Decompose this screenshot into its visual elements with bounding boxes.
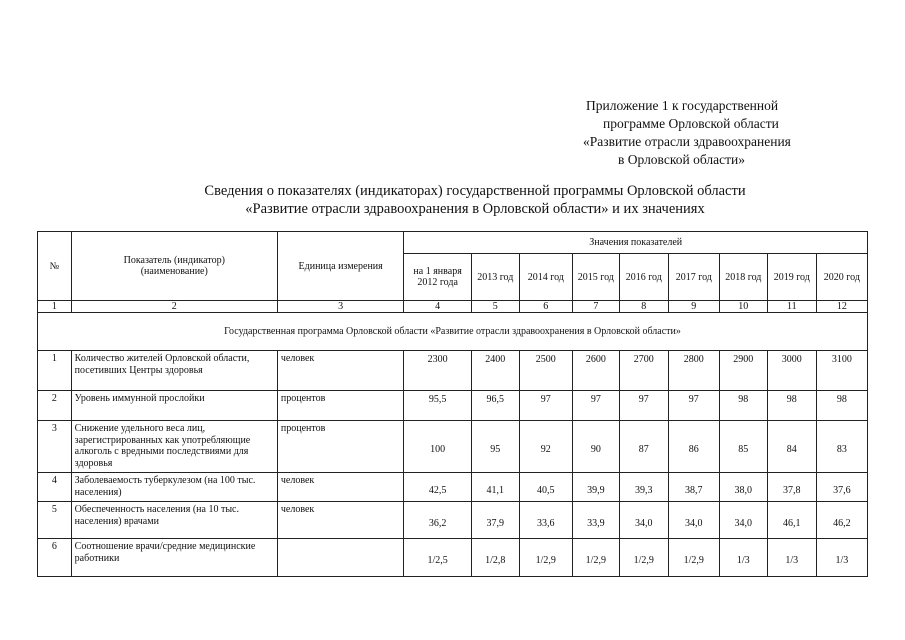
- table-row: [38, 473, 868, 502]
- column-number: 8: [619, 301, 668, 313]
- value-cell: 85: [719, 421, 767, 473]
- header-period: 2017 год: [668, 254, 719, 301]
- value-cell: 34,0: [619, 502, 668, 539]
- indicator-name: Соотношение врачи/средние медицинские работники: [71, 539, 277, 577]
- appendix-note: [583, 97, 833, 169]
- row-number: 3: [38, 421, 72, 473]
- value-cell: 46,1: [767, 502, 816, 539]
- value-cell: 37,8: [767, 473, 816, 502]
- value-cell: 38,7: [668, 473, 719, 502]
- header-row-1: [38, 232, 868, 254]
- section-title: Государственная программа Орловской области «Развитие отрасли здравоохранения в Орловской области»: [38, 313, 868, 351]
- column-number: 2: [71, 301, 277, 313]
- indicator-name: Обеспеченность населения (на 10 тыс. населения) врачами: [71, 502, 277, 539]
- row-number: 1: [38, 351, 72, 391]
- value-cell: 84: [767, 421, 816, 473]
- value-cell: 3000: [767, 351, 816, 391]
- value-cell: 97: [619, 391, 668, 421]
- value-cell: 98: [816, 391, 867, 421]
- value-cell: 98: [767, 391, 816, 421]
- column-number: 7: [572, 301, 619, 313]
- appendix-line-3: «Развитие отрасли здравоохранения: [583, 134, 791, 149]
- indicator-name: Количество жителей Орловской области, посетивших Центры здоровья: [71, 351, 277, 391]
- appendix-line-2: программе Орловской области: [603, 116, 779, 131]
- header-period: 2020 год: [816, 254, 867, 301]
- value-cell: 1/2,9: [519, 539, 572, 577]
- table-row: [38, 391, 868, 421]
- indicator-name: Заболеваемость туберкулезом (на 100 тыс. населения): [71, 473, 277, 502]
- unit-cell: процентов: [277, 421, 404, 473]
- indicator-name: Снижение удельного веса лиц, зарегистрированных как употребляющие алкоголь с вредными последствиями для здоровья: [71, 421, 277, 473]
- value-cell: 1/2,8: [471, 539, 519, 577]
- value-cell: 98: [719, 391, 767, 421]
- header-unit: Единица измерения: [277, 232, 404, 301]
- column-number: 6: [519, 301, 572, 313]
- value-cell: 39,3: [619, 473, 668, 502]
- value-cell: 97: [572, 391, 619, 421]
- value-cell: 2500: [519, 351, 572, 391]
- value-cell: 40,5: [519, 473, 572, 502]
- header-period: 2013 год: [471, 254, 519, 301]
- value-cell: 3100: [816, 351, 867, 391]
- value-cell: 37,9: [471, 502, 519, 539]
- header-period: 2015 год: [572, 254, 619, 301]
- value-cell: 2800: [668, 351, 719, 391]
- column-number: 9: [668, 301, 719, 313]
- column-number: 10: [719, 301, 767, 313]
- value-cell: 2700: [619, 351, 668, 391]
- value-cell: 2400: [471, 351, 519, 391]
- unit-cell: человек: [277, 473, 404, 502]
- value-cell: 38,0: [719, 473, 767, 502]
- unit-cell: человек: [277, 502, 404, 539]
- column-number: 12: [816, 301, 867, 313]
- indicator-name: Уровень иммунной прослойки: [71, 391, 277, 421]
- value-cell: 34,0: [668, 502, 719, 539]
- value-cell: 1/3: [719, 539, 767, 577]
- indicators-table: [37, 231, 868, 577]
- value-cell: 90: [572, 421, 619, 473]
- value-cell: 33,9: [572, 502, 619, 539]
- header-period: 2016 год: [619, 254, 668, 301]
- column-number: 4: [404, 301, 471, 313]
- table-row: [38, 502, 868, 539]
- value-cell: 97: [519, 391, 572, 421]
- unit-cell: [277, 539, 404, 577]
- document-title: [150, 182, 800, 218]
- appendix-line-4: в Орловской области»: [618, 152, 745, 167]
- value-cell: 1/2,5: [404, 539, 471, 577]
- value-cell: 2600: [572, 351, 619, 391]
- value-cell: 96,5: [471, 391, 519, 421]
- row-number: 4: [38, 473, 72, 502]
- header-no: №: [38, 232, 72, 301]
- row-number: 6: [38, 539, 72, 577]
- value-cell: 34,0: [719, 502, 767, 539]
- table-row: [38, 351, 868, 391]
- title-line-2: «Развитие отрасли здравоохранения в Орловской области» и их значениях: [245, 201, 705, 217]
- value-cell: 1/3: [816, 539, 867, 577]
- unit-cell: человек: [277, 351, 404, 391]
- header-period: на 1 января 2012 года: [404, 254, 471, 301]
- value-cell: 1/2,9: [572, 539, 619, 577]
- section-row: [38, 313, 868, 351]
- value-cell: 33,6: [519, 502, 572, 539]
- column-numbers-row: [38, 301, 868, 313]
- column-number: 5: [471, 301, 519, 313]
- value-cell: 95,5: [404, 391, 471, 421]
- header-period: 2019 год: [767, 254, 816, 301]
- value-cell: 1/2,9: [668, 539, 719, 577]
- value-cell: 2900: [719, 351, 767, 391]
- value-cell: 95: [471, 421, 519, 473]
- header-indicator: Показатель (индикатор) (наименование): [71, 232, 277, 301]
- header-values-group: Значения показателей: [404, 232, 868, 254]
- column-number: 11: [767, 301, 816, 313]
- row-number: 5: [38, 502, 72, 539]
- header-period: 2014 год: [519, 254, 572, 301]
- value-cell: 2300: [404, 351, 471, 391]
- value-cell: 100: [404, 421, 471, 473]
- unit-cell: процентов: [277, 391, 404, 421]
- value-cell: 86: [668, 421, 719, 473]
- value-cell: 42,5: [404, 473, 471, 502]
- row-number: 2: [38, 391, 72, 421]
- column-number: 3: [277, 301, 404, 313]
- value-cell: 39,9: [572, 473, 619, 502]
- value-cell: 36,2: [404, 502, 471, 539]
- value-cell: 83: [816, 421, 867, 473]
- title-line-1: Сведения о показателях (индикаторах) государственной программы Орловской области: [204, 183, 746, 199]
- value-cell: 1/2,9: [619, 539, 668, 577]
- table-row: [38, 421, 868, 473]
- value-cell: 87: [619, 421, 668, 473]
- value-cell: 97: [668, 391, 719, 421]
- value-cell: 41,1: [471, 473, 519, 502]
- value-cell: 92: [519, 421, 572, 473]
- value-cell: 37,6: [816, 473, 867, 502]
- value-cell: 1/3: [767, 539, 816, 577]
- appendix-line-1: Приложение 1 к государственной: [586, 98, 779, 113]
- header-period: 2018 год: [719, 254, 767, 301]
- column-number: 1: [38, 301, 72, 313]
- table-row: [38, 539, 868, 577]
- value-cell: 46,2: [816, 502, 867, 539]
